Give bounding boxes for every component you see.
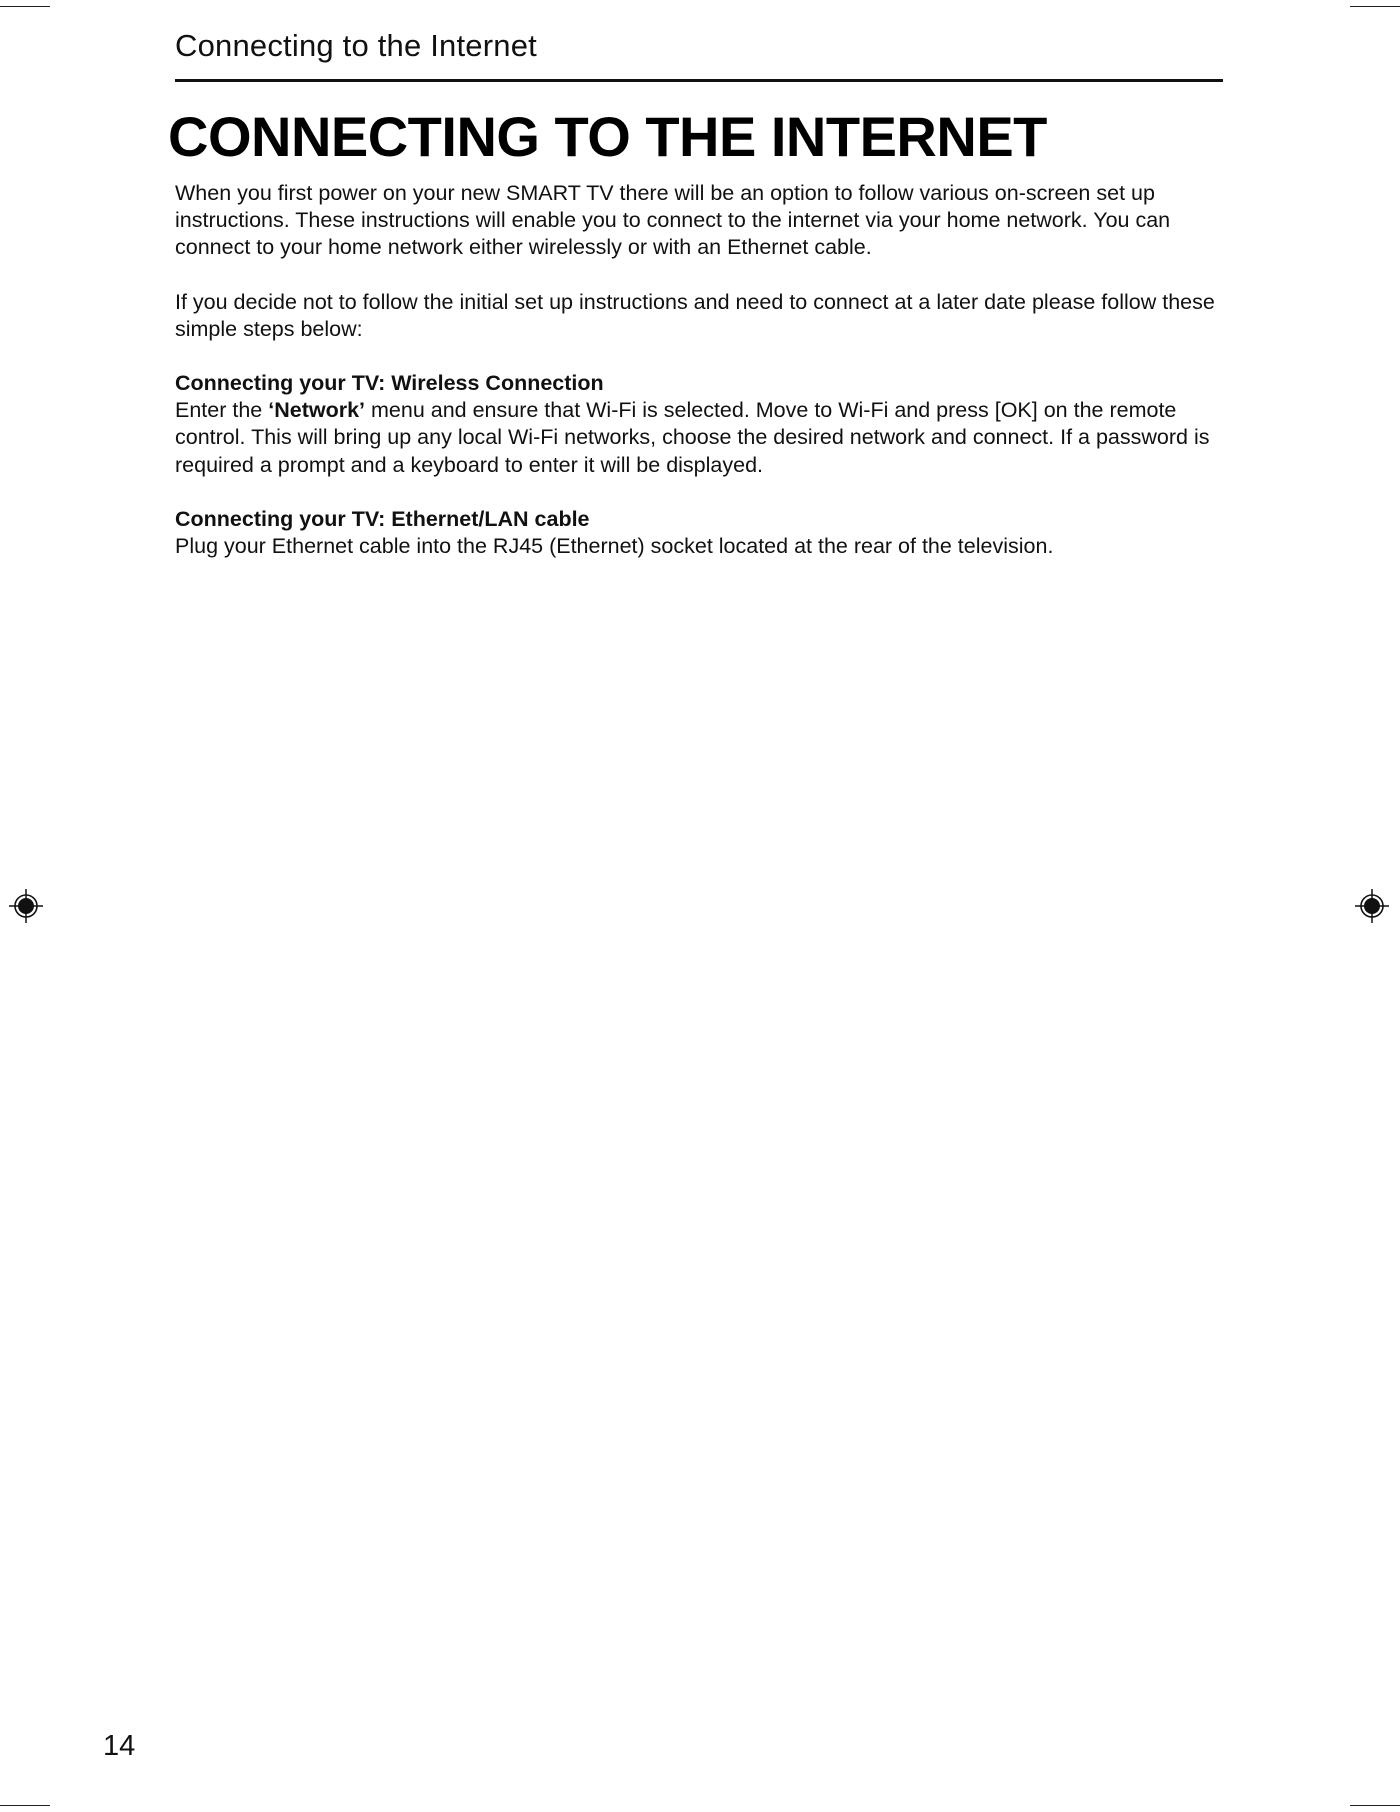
- crop-mark-top-left: [0, 6, 50, 7]
- wireless-section: [175, 370, 1215, 479]
- header-rule: [175, 79, 1223, 82]
- wireless-instructions: [175, 397, 1215, 479]
- body-content: [175, 180, 1215, 560]
- wireless-text-after: menu and ensure that Wi-Fi is selected. Move to Wi-Fi and press [OK] on the remote control. This will bring up any local Wi-Fi networks, choose the desired network and connect. If a password is required a prompt and a keyboard to enter it will be displayed.: [175, 398, 1210, 477]
- registration-mark-left-icon: [9, 889, 43, 923]
- running-header: Connecting to the Internet: [175, 28, 537, 63]
- crop-mark-bottom-left: [0, 1805, 50, 1806]
- ethernet-section: [175, 506, 1215, 560]
- setup-paragraph: If you decide not to follow the initial set up instructions and need to connect at a later date please follow these simple steps below:: [175, 289, 1215, 341]
- page-title: CONNECTING TO THE INTERNET: [168, 105, 1047, 168]
- crop-mark-top-right: [1350, 6, 1400, 7]
- network-menu-name: ‘Network’: [268, 398, 366, 423]
- ethernet-heading: Connecting your TV: Ethernet/LAN cable: [175, 506, 590, 531]
- wireless-heading: Connecting your TV: Wireless Connection: [175, 371, 604, 396]
- crop-mark-bottom-right: [1350, 1805, 1400, 1806]
- ethernet-instructions: Plug your Ethernet cable into the RJ45 (Ethernet) socket located at the rear of the television.: [175, 534, 1054, 559]
- wireless-text-before: Enter the: [175, 398, 269, 423]
- intro-paragraph: When you first power on your new SMART TV there will be an option to follow various on-screen set up instructions. These instructions will enable you to connect to the internet via your home network. You can connect to your home network either wirelessly or with an Ethernet cable.: [175, 181, 1171, 260]
- registration-mark-right-icon: [1355, 889, 1389, 923]
- page-number: 14: [103, 1730, 136, 1762]
